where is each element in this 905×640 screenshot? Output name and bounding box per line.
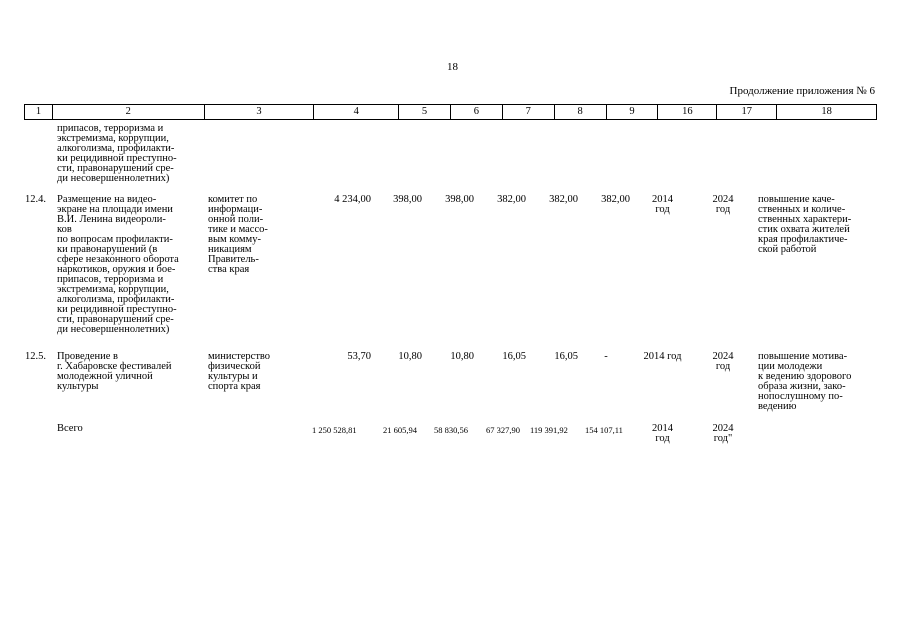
row-12-5-col-8: 16,05 [554, 351, 578, 362]
row-12-5-executor: министерство физической культуры и спорта края [208, 351, 271, 392]
row-12-5-col-9: - [604, 351, 608, 362]
appendix-continuation: Продолжение приложения № 6 [729, 85, 875, 97]
header-col-16: 16 [658, 105, 717, 119]
total-label: Всего [57, 423, 83, 434]
row-12-5-name: Проведение в г. Хабаровске фестивалей молодежной уличной культуры [57, 351, 172, 392]
header-col-4: 4 [314, 105, 399, 119]
total-col-8: 119 391,92 [530, 425, 568, 435]
total-col-6: 58 830,56 [434, 425, 468, 435]
row-12-5-start-year: 2014 год [643, 351, 682, 362]
total-start-year: 2014 год [652, 423, 673, 444]
row-12-4-col-8: 382,00 [549, 194, 578, 205]
header-col-2: 2 [53, 105, 205, 119]
total-col-9: 154 107,11 [585, 425, 623, 435]
row-12-5-number: 12.5. [25, 351, 46, 362]
header-col-7: 7 [503, 105, 555, 119]
total-col-5: 21 605,94 [383, 425, 417, 435]
row-12-4-col-4: 4 234,00 [334, 194, 371, 205]
header-col-1: 1 [25, 105, 53, 119]
row-12-4-name: Размещение на видео- экране на площади имени В.И. Ленина видеороли- ков по вопросам профилакти- ки правонарушений (в сфере незаконного оборота наркотиков, оружия и бое- припасов, терроризма и экстремизма, коррупции, алкоголизма, профилакти- ки рецидивной преступно- сти, правонарушений сре- ди несовершеннолетних) [57, 194, 179, 335]
row-12-4-col-6: 398,00 [445, 194, 474, 205]
row-12-5-result: повышение мотива- ции молодежи к ведению здорового образа жизни, зако- нопослушному по- ведению [758, 351, 852, 412]
row-12-5-col-6: 10,80 [450, 351, 474, 362]
row-12-4-col-7: 382,00 [497, 194, 526, 205]
total-end-year: 2024 год" [712, 423, 734, 444]
total-col-7: 67 327,90 [486, 425, 520, 435]
row-12-5-end-year: 2024 год [712, 351, 734, 372]
header-col-8: 8 [555, 105, 607, 119]
row-12-4-col-9: 382,00 [601, 194, 630, 205]
header-col-17: 17 [717, 105, 777, 119]
header-col-9: 9 [607, 105, 659, 119]
row-12-5-col-7: 16,05 [502, 351, 526, 362]
header-col-6: 6 [451, 105, 503, 119]
header-col-3: 3 [205, 105, 315, 119]
table-header-row [24, 104, 877, 120]
page-number: 18 [447, 61, 458, 73]
header-col-18: 18 [821, 106, 832, 117]
continued-row-text: припасов, терроризма и экстремизма, коррупции, алкоголизма, профилакти- ки рецидивной преступно- сти, правонарушений сре- ди несовершеннолетних) [57, 123, 177, 184]
row-12-5-col-5: 10,80 [398, 351, 422, 362]
total-col-4: 1 250 528,81 [312, 425, 357, 435]
row-12-4-executor: комитет по информаци- онной поли- тике и массо- вым комму- никациям Правитель- ства края [208, 194, 268, 275]
row-12-4-number: 12.4. [25, 194, 46, 205]
row-12-4-col-5: 398,00 [393, 194, 422, 205]
row-12-4-start-year: 2014 год [652, 194, 673, 215]
row-12-4-end-year: 2024 год [712, 194, 734, 215]
row-12-4-result: повышение каче- ственных и количе- ственных характери- стик охвата жителей края профилактиче- ской работой [758, 194, 852, 255]
row-12-5-col-4: 53,70 [347, 351, 371, 362]
header-col-5: 5 [399, 105, 451, 119]
